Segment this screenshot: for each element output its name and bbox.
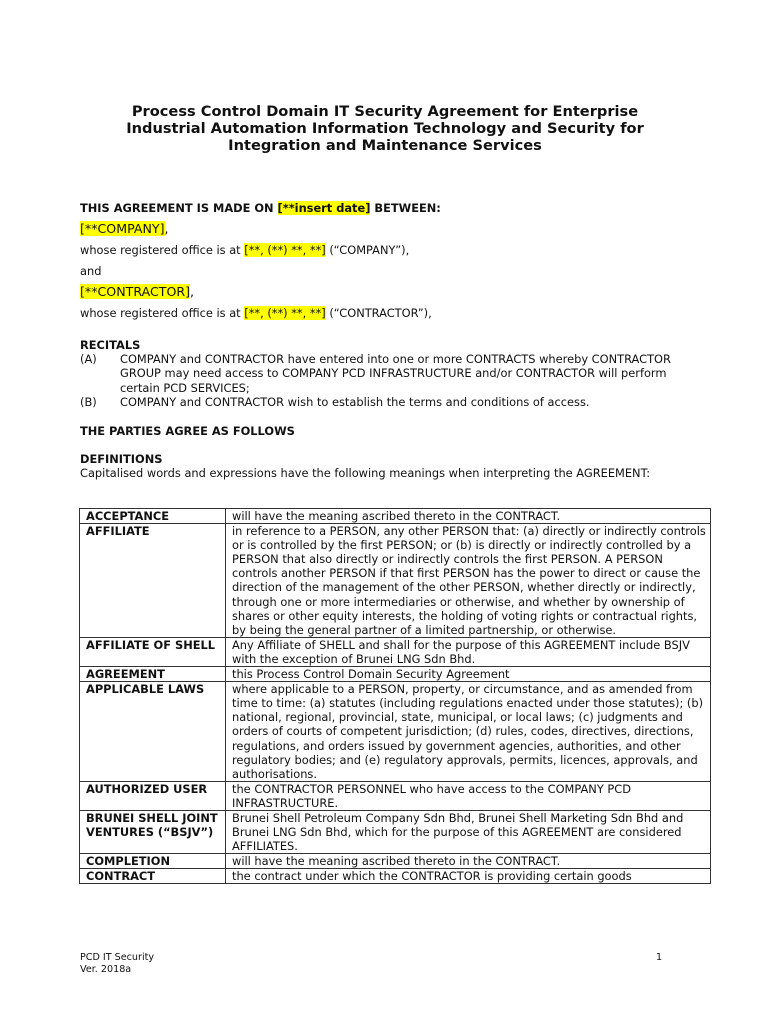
parties-agree-heading: THE PARTIES AGREE AS FOLLOWS [80,424,295,438]
recitals-section [80,338,700,409]
table-row [80,781,711,810]
recital-text: COMPANY and CONTRACTOR have entered into one or more CONTRACTS whereby CONTRACTOR GROUP may need access to COMPANY PCD INFRASTRUCTURE and/or CONTRACTOR will perform certain PCD SERVICES; [120,352,671,395]
company-office-line: whose registered office is at [**, (**) **, **] (“COMPANY”), [80,243,410,257]
title-line-2: Industrial Automation Information Technology and Security for [126,120,644,137]
definition-meaning: Any Affiliate of SHELL and shall for the purpose of this AGREEMENT include BSJV with the exception of Brunei LNG Sdn Bhd. [226,637,711,666]
document-title [80,103,690,154]
table-row [80,854,711,869]
company-address-placeholder: [**, (**) **, **] [244,243,326,257]
company-placeholder: [**COMPANY] [80,221,165,236]
definition-term: AUTHORIZED USER [80,781,226,810]
definition-meaning: will have the meaning ascribed thereto in the CONTRACT. [226,854,711,869]
title-line-1: Process Control Domain IT Security Agreement for Enterprise [131,103,639,120]
definition-term: ACCEPTANCE [80,509,226,524]
definitions-intro: Capitalised words and expressions have the following meanings when interpreting the AGREEMENT: [80,466,651,481]
definition-term: AGREEMENT [80,667,226,682]
title-line-3: Integration and Maintenance Services [228,137,542,154]
table-row [80,667,711,682]
table-row [80,682,711,782]
agreement-parties-intro [80,201,700,327]
table-row [80,524,711,638]
definition-meaning: will have the meaning ascribed thereto in the CONTRACT. [226,509,711,524]
definition-term: AFFILIATE OF SHELL [80,637,226,666]
definitions-section [80,452,700,480]
recital-letter: (A) [80,352,97,367]
page-number: 1 [656,952,663,963]
footer-document-info [80,952,154,976]
definition-meaning: the contract under which the CONTRACTOR is providing certain goods [226,869,711,884]
table-row [80,869,711,884]
definition-term: APPLICABLE LAWS [80,682,226,782]
and-line: and [80,264,102,278]
definition-meaning: in reference to a PERSON, any other PERSON that: (a) directly or indirectly controls or is controlled by the first PERSON; or (b) is directly or indirectly controlled by a PERSON that also directly or indirectly controls the first PERSON. A PERSON controls another PERSON if that first PERSON has the power to direct or cause the direction of the management of the other PERSON, whether directly or indirectly, through one or more intermediaries or otherwise, and whether by ownership of shares or other equity interests, the holding of voting rights or contractual rights, by being the general partner of a limited partnership, or otherwise. [226,524,711,638]
made-on-line: THIS AGREEMENT IS MADE ON [**insert date] BETWEEN: [80,201,441,215]
footer-doc-name: PCD IT Security [80,952,155,963]
table-row [80,810,711,853]
recital-item [80,352,700,395]
definition-term: COMPLETION [80,854,226,869]
insert-date-placeholder: [**insert date] [277,201,371,215]
recitals-heading: RECITALS [80,338,141,352]
definition-meaning: this Process Control Domain Security Agreement [226,667,711,682]
company-line: [**COMPANY], [80,221,169,236]
recital-letter: (B) [80,394,97,409]
definition-meaning: the CONTRACTOR PERSONNEL who have access to the COMPANY PCD INFRASTRUCTURE. [226,781,711,810]
definition-term: BRUNEI SHELL JOINT VENTURES (“BSJV”) [80,810,226,853]
recital-text: COMPANY and CONTRACTOR wish to establish the terms and conditions of access. [120,394,590,409]
definition-meaning: where applicable to a PERSON, property, or circumstance, and as amended from time to time: (a) statutes (including regulations enacted under those statutes); (b) national, regional, provincial, state, municipal, or local laws; (c) judgments and orders of courts of competent jurisdiction; (d) rules, codes, directives, directions, regulations, and orders issued by government agencies, authorities, and other regulatory bodies; and (e) regulatory approvals, permits, licences, approvals, and authorisations. [226,682,711,782]
definitions-table [79,508,711,884]
definition-term: AFFILIATE [80,524,226,638]
contractor-line: [**CONTRACTOR], [80,284,195,299]
table-row [80,509,711,524]
definition-meaning: Brunei Shell Petroleum Company Sdn Bhd, Brunei Shell Marketing Sdn Bhd and Brunei LNG Sdn Bhd, which for the purpose of this AGREEMENT are considered AFFILIATES. [226,810,711,853]
recital-item [80,395,700,409]
definition-term: CONTRACT [80,869,226,884]
definitions-heading: DEFINITIONS [80,452,163,466]
contractor-address-placeholder: [**, (**) **, **] [244,306,326,320]
table-row [80,637,711,666]
footer-version: Ver. 2018a [80,964,132,975]
contractor-office-line: whose registered office is at [**, (**) **, **] (“CONTRACTOR”), [80,306,432,320]
contractor-placeholder: [**CONTRACTOR] [80,284,191,299]
